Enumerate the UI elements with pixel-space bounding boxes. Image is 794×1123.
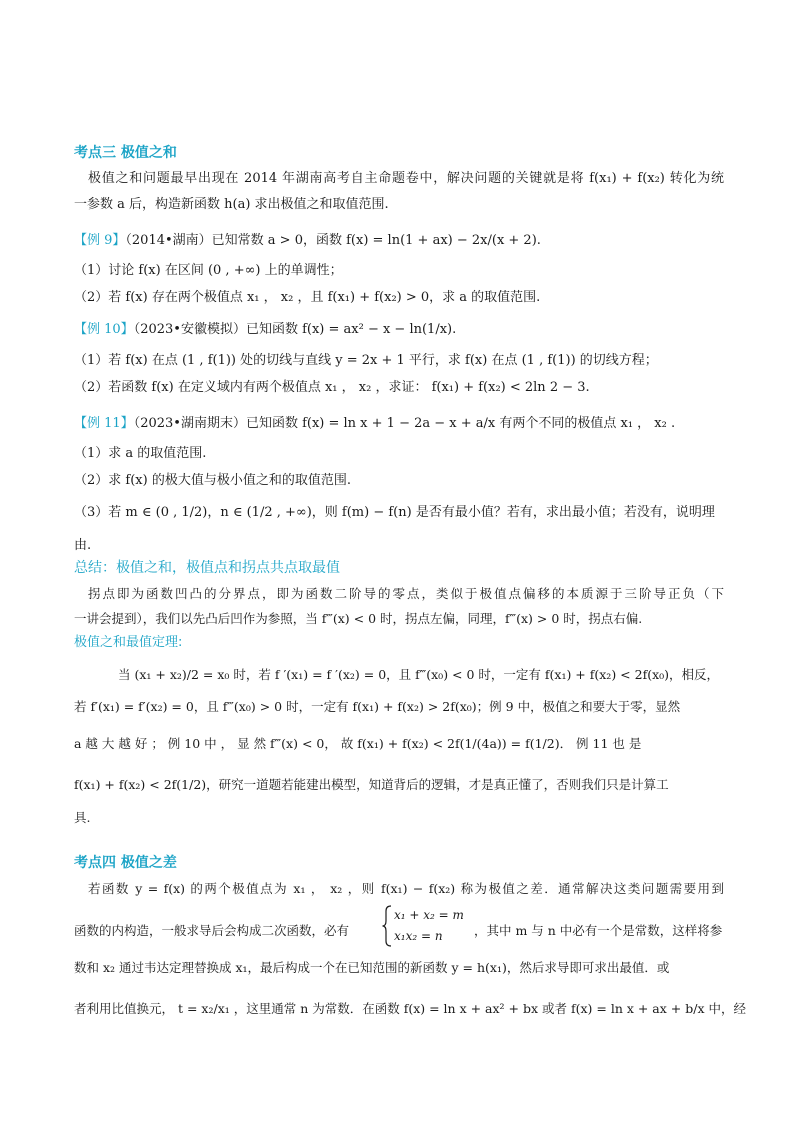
section4-line3: 数和 x₂ 通过韦达定理替换成 x₁，最后构成一个在已知范围的新函数 y = h(x₁)，然后求导即可求出最值．或 — [74, 960, 670, 975]
vieta-product-equation: x₁x₂ = n — [394, 929, 443, 943]
example9-stem-line — [74, 231, 724, 251]
summary-line2: 一讲会提到），我们以先凸后凹作为参照，当 f‴(x) < 0 时，拐点左偏，同理，f‴(x) > 0 时，拐点右偏. — [74, 611, 643, 626]
example10-stem-line — [74, 320, 724, 340]
example11-stem: （2023•湖南期末）已知函数 f(x) = ln x + 1 − 2a − x + a/x 有两个不同的极值点 x₁ ， x₂ . — [133, 416, 676, 431]
left-brace-icon — [382, 905, 392, 947]
theorem-title: 极值之和最值定理: — [74, 635, 183, 650]
example9-q2: （2）若 f(x) 存在两个极值点 x₁ ， x₂ ，且 f(x₁) + f(x₂) > 0，求 a 的取值范围. — [74, 290, 541, 305]
section3-intro-line2: 一参数 a 后，构造新函数 h(a) 求出极值之和取值范围. — [74, 197, 389, 212]
example9-stem: （2014•湖南）已知常数 a > 0，函数 f(x) = ln(1 + ax) − 2x/(x + 2). — [125, 233, 541, 248]
section4-line2-part2: ，其中 m 与 n 中必有一个是常数，这样将参 — [474, 923, 723, 938]
example10-q1: （1）若 f(x) 在点 (1 , f(1)) 处的切线与直线 y = 2x + 1 平行，求 f(x) 在点 (1 , f(1)) 的切线方程； — [74, 353, 658, 368]
theorem-line1: 当 (x₁ + x₂)/2 = x₀ 时，若 f ′(x₁) = f ′(x₂) = 0，且 f‴(x₀) < 0 时，一定有 f(x₁) + f(x₂) < 2f(x₀)，相反， — [118, 667, 720, 682]
theorem-line4: f(x₁) + f(x₂) < 2f(1/2)，研究一道题若能建出模型，知道背后的逻辑，才是真正懂了，否则我们只是计算工 — [74, 777, 669, 792]
section4-line2-part1: 函数的内构造，一般求导后会构成二次函数，必有 — [74, 923, 350, 938]
example11-q1: （1）求 a 的取值范围. — [74, 446, 207, 461]
vieta-system — [382, 905, 468, 947]
example11-tag: 【例 11】 — [74, 416, 134, 431]
section3-intro-line1: 极值之和问题最早出现在 2014 年湖南高考自主命题卷中，解决问题的关键就是将 f(x₁) + f(x₂) 转化为统 — [88, 171, 724, 186]
example11-stem-line — [74, 414, 724, 434]
example10-tag: 【例 10】 — [74, 322, 134, 337]
example10-q2: （2）若函数 f(x) 在定义域内有两个极值点 x₁ ， x₂ ，求证： f(x₁) + f(x₂) < 2ln 2 − 3. — [74, 380, 590, 395]
example9-tag: 【例 9】 — [74, 233, 126, 248]
section4-title: 考点四 极值之差 — [74, 855, 177, 871]
example11-q2: （2）求 f(x) 的极大值与极小值之和的取值范围. — [74, 473, 351, 488]
summary-line1: 拐点即为函数凹凸的分界点，即为函数二阶导的零点，类似于极值点偏移的本质源于三阶导正负（下 — [88, 586, 724, 601]
section3-title: 考点三 极值之和 — [74, 145, 177, 161]
summary-title: 总结：极值之和，极值点和拐点共点取最值 — [74, 560, 340, 576]
example11-q3: （3）若 m ∈ (0 , 1/2)，n ∈ (1/2 , +∞)，则 f(m) − f(n) 是否有最小值？若有，求出最小值；若没有，说明理 — [74, 505, 715, 520]
example10-stem: （2023•安徽模拟）已知函数 f(x) = ax² − x − ln(1/x). — [133, 322, 457, 337]
section4-line1: 若函数 y = f(x) 的两个极值点为 x₁ ， x₂ ，则 f(x₁) − f(x₂) 称为极值之差．通常解决这类问题需要用到 — [88, 881, 724, 896]
vieta-sum-equation: x₁ + x₂ = m — [394, 908, 464, 922]
theorem-line3: a 越 大 越 好 ； 例 10 中 ， 显 然 f‴(x) < 0， 故 f(x₁) + f(x₂) < 2f(1/(4a)) = f(1/2)． 例 11 也 是 — [74, 736, 642, 751]
example11-q3-end: 由. — [74, 538, 92, 553]
example9-q1: （1）讨论 f(x) 在区间 (0 , +∞) 上的单调性； — [74, 263, 343, 278]
section4-line4: 者利用比值换元， t = x₂/x₁ ，这里通常 n 为常数．在函数 f(x) = ln x + ax² + bx 或者 f(x) = ln x + ax + b/x 中，经 — [74, 1001, 746, 1016]
theorem-line5: 具. — [74, 810, 91, 825]
theorem-line2: 若 f′(x₁) = f′(x₂) = 0，且 f‴(x₀) > 0 时，一定有 f(x₁) + f(x₂) > 2f(x₀)；例 9 中，极值之和要大于零，显然 — [74, 699, 681, 714]
